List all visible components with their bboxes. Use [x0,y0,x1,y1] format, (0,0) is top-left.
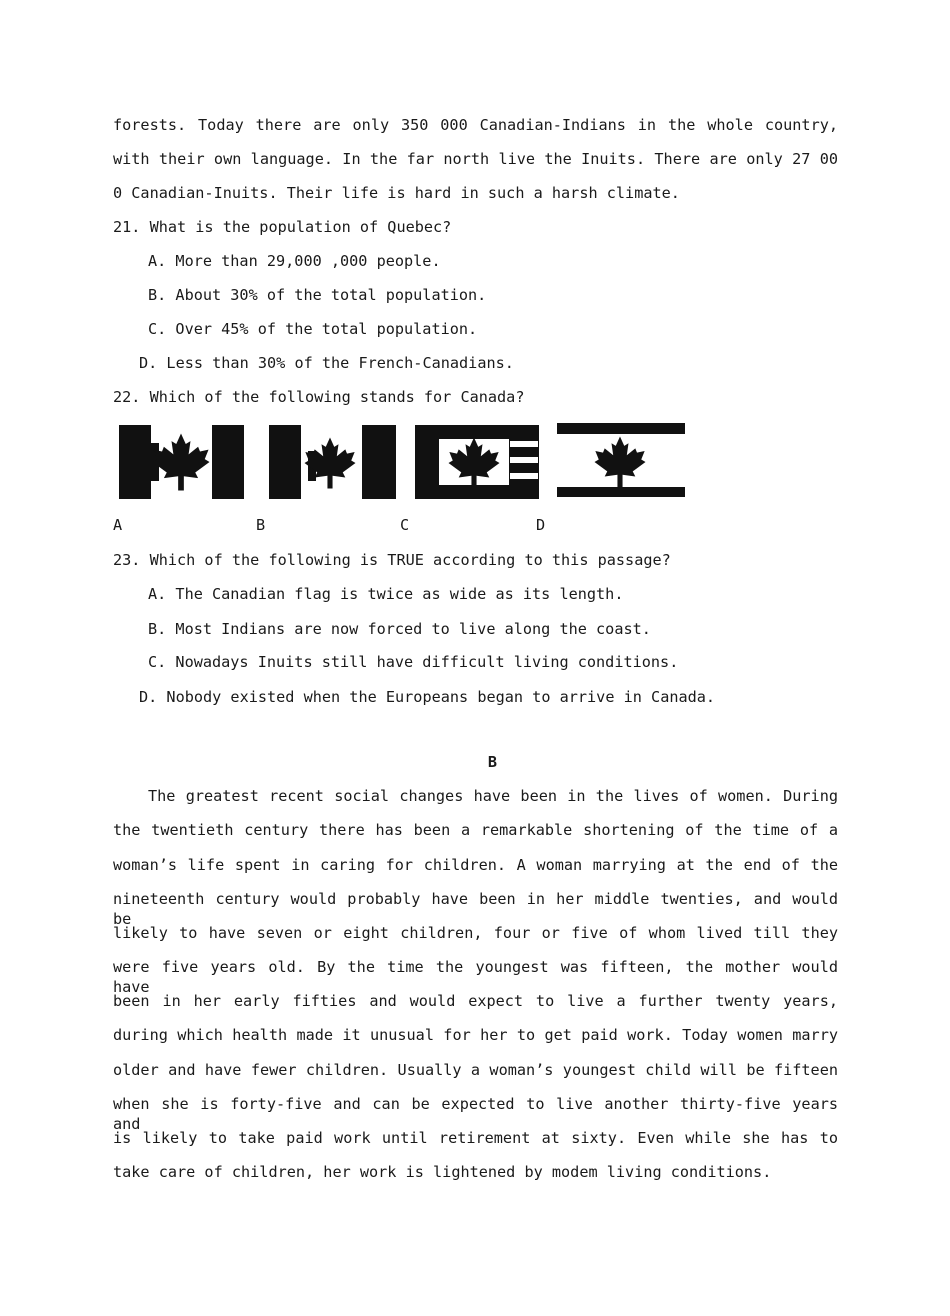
flag-label-d: D [536,516,546,534]
question-21-stem: 21. What is the population of Quebec? [113,218,452,236]
flag-label-b: B [256,516,266,534]
section-b-line-5: likely to have seven or eight children, four or five of whom lived till they [113,924,838,942]
section-b-line-3: woman’s life spent in caring for children. A woman marrying at the end of the [113,856,838,874]
section-b-line-2: the twentieth century there has been a remarkable shortening of the time of a [113,821,838,839]
flag-option-a-image [118,423,248,501]
question-21-option-b: B. About 30% of the total population. [148,286,487,304]
section-b-line-1: The greatest recent social changes have been in the lives of women. During [148,787,838,805]
question-21-option-c: C. Over 45% of the total population. [148,320,478,338]
passage-a-line-2: with their own language. In the far north live the Inuits. There are only 27 00 [113,150,838,168]
question-23-option-a: A. The Canadian flag is twice as wide as its length. [148,585,624,603]
passage-a-line-3: 0 Canadian-Inuits. Their life is hard in such a harsh climate. [113,184,680,202]
question-21-option-a: A. More than 29,000 ,000 people. [148,252,441,270]
section-b-line-6: were five years old. By the time the youngest was fifteen, the mother would have [113,958,838,996]
section-b-heading: B [487,753,498,771]
question-22-stem: 22. Which of the following stands for Canada? [113,388,525,406]
section-b-line-7: been in her early fifties and would expect to live a further twenty years, [113,992,838,1010]
flag-label-c: C [400,516,410,534]
section-b-line-12: take care of children, her work is lightened by modem living conditions. [113,1163,772,1181]
flag-option-b-image [268,423,398,501]
question-23-option-c: C. Nowadays Inuits still have difficult living conditions. [148,653,679,671]
question-23-stem: 23. Which of the following is TRUE according to this passage? [113,551,671,569]
section-b-line-9: older and have fewer children. Usually a woman’s youngest child will be fifteen [113,1061,838,1079]
flag-option-c-image [413,423,543,501]
question-23-option-d: D. Nobody existed when the Europeans began to arrive in Canada. [139,688,716,706]
section-b-line-8: during which health made it unusual for her to get paid work. Today women marry [113,1026,838,1044]
question-23-option-b: B. Most Indians are now forced to live along the coast. [148,620,651,638]
section-b-line-11: is likely to take paid work until retirement at sixty. Even while she has to [113,1129,838,1147]
question-21-option-d: D. Less than 30% of the French-Canadians. [139,354,514,372]
section-b-line-10: when she is forty-five and can be expected to live another thirty-five years and [113,1095,838,1133]
passage-a-line-1: forests. Today there are only 350 000 Canadian-Indians in the whole country, [113,116,838,134]
section-b-line-4: nineteenth century would probably have been in her middle twenties, and would be [113,890,838,928]
flag-label-a: A [113,516,123,534]
flag-option-d-image [556,421,686,501]
